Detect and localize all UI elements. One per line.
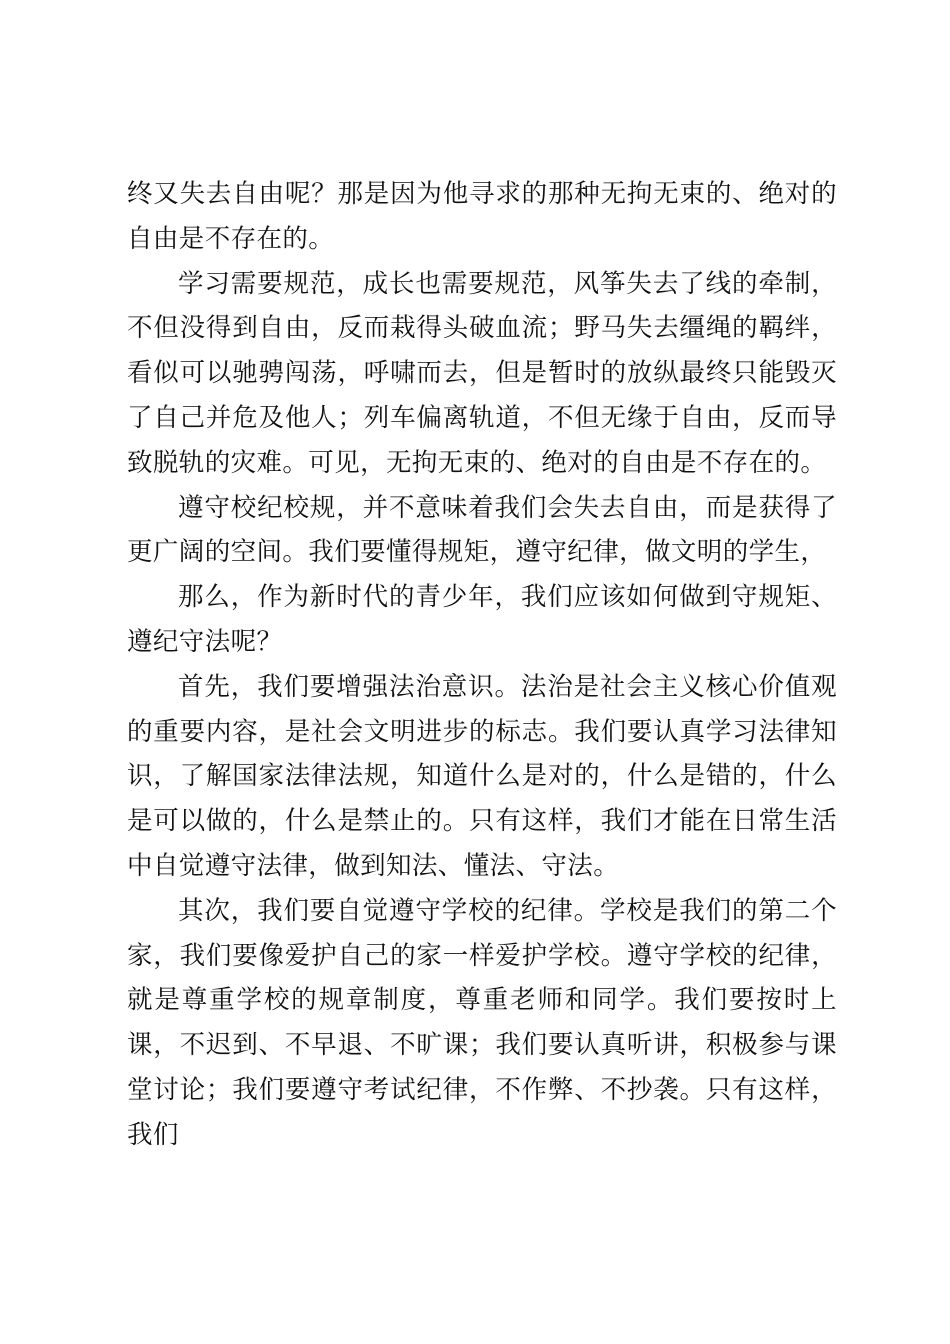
paragraph-question: 那么，作为新时代的青少年，我们应该如何做到守规矩、遵纪守法呢？: [127, 582, 837, 657]
paragraph-school-rules: 遵守校纪校规，并不意味着我们会失去自由，而是获得了更广阔的空间。我们要懂得规矩，遵守纪律，做文明的学生，: [127, 492, 837, 568]
body-text: [127, 172, 837, 1158]
paragraph-school-discipline: 其次，我们要自觉遵守学校的纪律。学校是我们的第二个家，我们要像爱护自己的家一样爱护学校。遵守学校的纪律，就是尊重学校的规章制度，尊重老师和同学。我们要按时上课，不迟到、不早退、不旷课；我们要认真听讲，积极参与课堂讨论；我们要遵守考试纪律，不作弊、不抄袭。只有这样，我们: [127, 895, 837, 1150]
paragraph-norms: 学习需要规范，成长也需要规范，风筝失去了线的牵制，不但没得到自由，反而栽得头破血流；野马失去缰绳的羁绊，看似可以驰骋闯荡，呼啸而去，但是暂时的放纵最终只能毁灭了自己并危及他人；列车偏离轨道，不但无缘于自由，反而导致脱轨的灾难。可见，无拘无束的、绝对的自由是不存在的。: [127, 268, 837, 478]
paragraph-rule-of-law: 首先，我们要增强法治意识。法治是社会主义核心价值观的重要内容，是社会文明进步的标志。我们要认真学习法律知识，了解国家法律法规，知道什么是对的，什么是错的，什么是可以做的，什么是禁止的。只有这样，我们才能在日常生活中自觉遵守法律，做到知法、懂法、守法。: [127, 671, 837, 881]
paragraph-continuation: 终又失去自由呢？那是因为他寻求的那种无拘无束的、绝对的自由是不存在的。: [127, 179, 837, 254]
